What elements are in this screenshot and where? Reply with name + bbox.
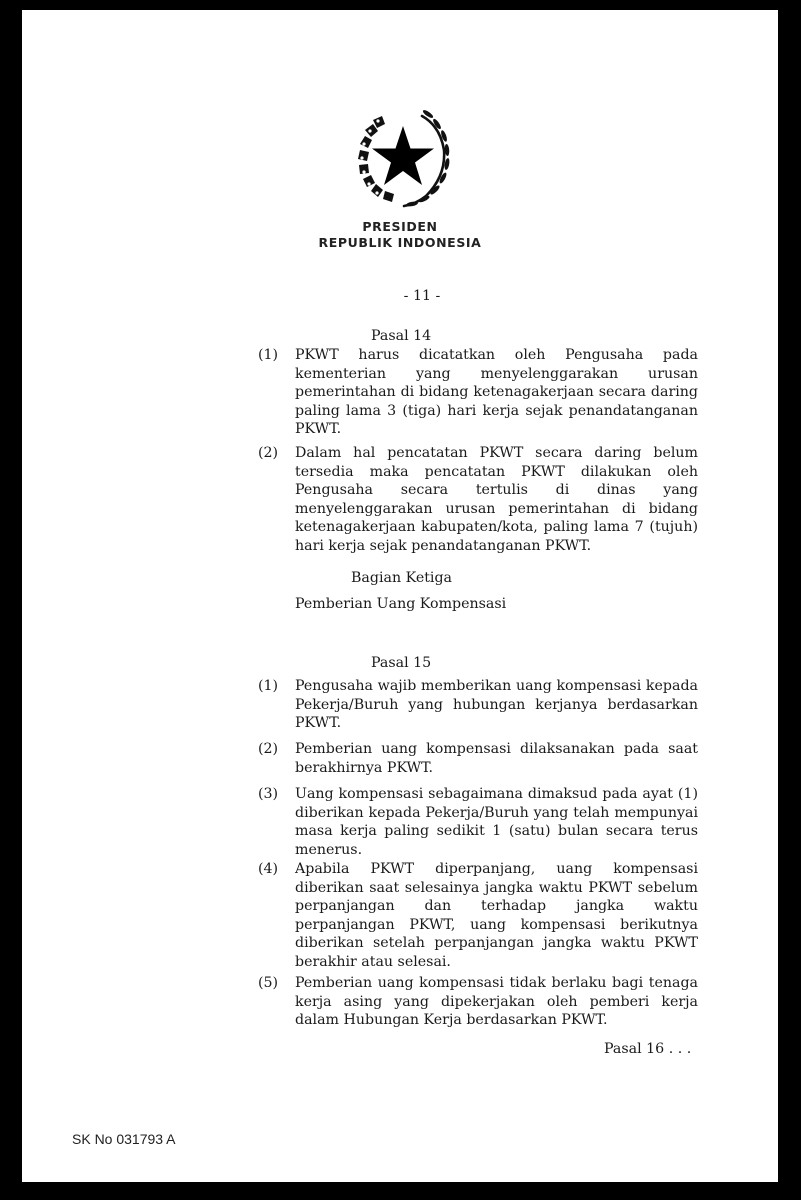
item-text: Dalam hal pencatatan PKWT secara daring belum tersedia maka pencatatan PKWT dilakukan oleh Pengusaha secara tertulis di dinas yang menyelenggarakan urusan pemerintahan di bidang ketenagakerjaan kabupaten/kota, paling lama 7 (tujuh) hari kerja sejak penandatanganan PKWT.	[295, 445, 698, 554]
letterhead	[280, 219, 520, 251]
pasal-15-item-5	[258, 974, 698, 1030]
item-text: Uang kompensasi sebagaimana dimaksud pada ayat (1) diberikan kepada Pekerja/Buruh yang telah mempunyai masa kerja paling sedikit 1 (satu) bulan secara terus menerus.	[295, 786, 698, 858]
page-number: - 11 -	[403, 288, 441, 304]
pasal-14-title: Pasal 14	[371, 328, 432, 344]
pasal-14-item-1	[258, 346, 698, 439]
item-number: (2)	[258, 445, 279, 461]
section-title: Bagian Ketiga	[351, 570, 453, 586]
pasal-15-item-1	[258, 677, 698, 733]
item-text: Pemberian uang kompensasi dilaksanakan pada saat berakhirnya PKWT.	[295, 741, 698, 776]
item-number: (4)	[258, 861, 279, 877]
item-text: PKWT harus dicatatkan oleh Pengusaha pada kementerian yang menyelenggarakan urusan pemerintahan di bidang ketenagakerjaan secara daring paling lama 3 (tiga) hari kerja sejak penandatanganan PKWT.	[295, 347, 698, 437]
item-number: (3)	[258, 786, 279, 802]
item-number: (2)	[258, 741, 279, 757]
item-text: Apabila PKWT diperpanjang, uang kompensasi diberikan saat selesainya jangka waktu PKWT sebelum perpanjangan dan terhadap jangka waktu perpanjangan PKWT, uang kompensasi berikutnya diberikan setelah perpanjangan jangka waktu PKWT berakhir atau selesai.	[295, 861, 698, 970]
pasal-15-title: Pasal 15	[371, 655, 432, 671]
pasal-15-item-2	[258, 740, 698, 777]
item-number: (1)	[258, 347, 279, 363]
item-number: (1)	[258, 678, 279, 694]
item-number: (5)	[258, 975, 279, 991]
section-subtitle: Pemberian Uang Kompensasi	[295, 596, 507, 612]
item-text: Pemberian uang kompensasi tidak berlaku bagi tenaga kerja asing yang dipekerjakan oleh pemberi kerja dalam Hubungan Kerja berdasarkan PKWT.	[295, 975, 698, 1028]
document-page	[22, 10, 778, 1182]
garuda-star-wreath-icon	[352, 102, 452, 212]
pasal-14-item-2	[258, 444, 698, 555]
letterhead-line-republik: REPUBLIK INDONESIA	[318, 235, 482, 250]
item-text: Pengusaha wajib memberikan uang kompensasi kepada Pekerja/Buruh yang hubungan kerjanya berdasarkan PKWT.	[295, 678, 698, 731]
letterhead-line-presiden: PRESIDEN	[362, 219, 438, 234]
pasal-15-item-3	[258, 785, 698, 859]
pasal-15-item-4	[258, 860, 698, 971]
sk-number: SK No 031793 A	[72, 1131, 176, 1147]
next-page-reference: Pasal 16 . . .	[604, 1041, 692, 1057]
